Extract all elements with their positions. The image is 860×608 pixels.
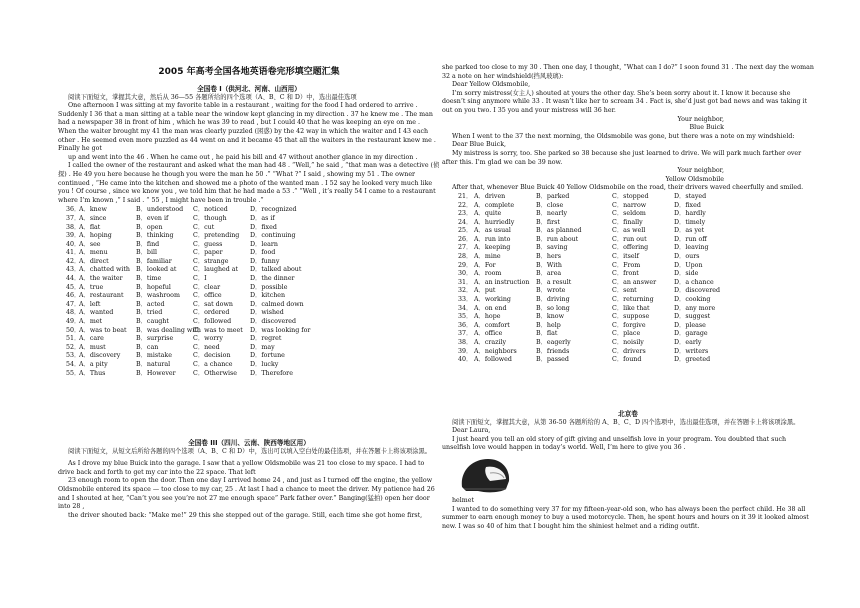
option-choice: D．calmed down bbox=[250, 300, 304, 308]
option-choice: B．a result bbox=[536, 278, 572, 286]
option-choice: B．driving bbox=[536, 296, 570, 304]
option-choice: C．stopped bbox=[612, 192, 649, 200]
passage-paragraph: After that, whenever Blue Buick 40 Yellow Oldsmobile on the road, their drivers waved cheerfully and smiled. bbox=[452, 184, 804, 192]
question-number: 53． bbox=[66, 352, 81, 360]
option-choice: A．quite bbox=[474, 210, 502, 218]
option-choice: A．comfort bbox=[474, 321, 510, 329]
option-choice: D．hardly bbox=[674, 210, 706, 218]
option-choice: D．Therefore bbox=[250, 369, 293, 377]
option-choice: B．first bbox=[536, 218, 560, 226]
option-row bbox=[66, 284, 440, 293]
question-number: 37． bbox=[458, 330, 473, 338]
option-choice: C．sat down bbox=[193, 300, 233, 308]
option-choice: B．hers bbox=[536, 253, 561, 261]
question-number: 34． bbox=[458, 304, 473, 312]
option-choice: B．saving bbox=[536, 244, 568, 252]
option-choice: C．seldom bbox=[612, 210, 646, 218]
option-choice: A．complete bbox=[474, 201, 515, 209]
option-choice: A．flat bbox=[79, 223, 101, 231]
option-choice: A．menu bbox=[79, 249, 108, 257]
note-body: I’m sorry mistress(女主人) shouted at yours the other day. She’s been sorry about it. I know it because she doesn’t sing anymore while 33 . It wasn’t like her to scream 34 . Fact is, she’d just got bad news and was taking it out on you two. I 35 you and your mistress will 36 her. bbox=[442, 89, 808, 114]
option-choice: B．close bbox=[536, 201, 564, 209]
question-number: 27． bbox=[458, 244, 473, 252]
option-choice: D．as yet bbox=[674, 227, 705, 235]
question-number: 52． bbox=[66, 343, 81, 351]
question-number: 49． bbox=[66, 318, 81, 326]
question-number: 39． bbox=[66, 232, 81, 240]
question-number: 35． bbox=[458, 313, 473, 321]
question-number: 37． bbox=[66, 214, 81, 222]
option-choice: A．wanted bbox=[79, 309, 114, 317]
option-choice: C．need bbox=[193, 343, 220, 351]
option-choice: D．the dinner bbox=[250, 275, 295, 283]
option-row bbox=[66, 352, 440, 361]
option-choice: A．hoping bbox=[79, 232, 112, 240]
option-choice: C．noticed bbox=[193, 206, 228, 214]
option-choice: D．kitchen bbox=[250, 292, 286, 300]
question-number: 25． bbox=[458, 227, 473, 235]
option-row bbox=[66, 206, 440, 215]
letter-greeting: Dear Laura, bbox=[452, 427, 491, 435]
option-choice: D．regret bbox=[250, 335, 282, 343]
option-choice: D．any more bbox=[674, 304, 716, 312]
option-row bbox=[66, 224, 440, 233]
option-choice: B．thinking bbox=[136, 232, 174, 240]
passage-paragraph: I just heard you tell an old story of gift giving and unselfish love in your program. You doubted that such unselfish love would happen in today’s world. Well, I’m here to give you 36 . bbox=[442, 435, 787, 452]
option-choice: A．hope bbox=[474, 313, 501, 321]
option-choice: A．was to beat bbox=[79, 326, 127, 334]
option-row bbox=[458, 348, 814, 357]
section-instructions: 阅读下面短文，掌握其大意，然后从 36—55 各题所给的四个选项（A、B、C 和 D）中，选出最佳选项 bbox=[68, 93, 357, 101]
section-heading: 北京卷 bbox=[618, 410, 638, 418]
image-caption: helmet bbox=[452, 496, 475, 504]
option-choice: C．ordered bbox=[193, 309, 230, 317]
option-choice: D．wished bbox=[250, 309, 284, 317]
option-choice: A．put bbox=[474, 287, 496, 295]
option-choice: C．laughed at bbox=[193, 266, 239, 274]
option-choice: B．passed bbox=[536, 356, 569, 364]
option-choice: C．Otherwise bbox=[193, 369, 237, 377]
section-beijing bbox=[442, 410, 814, 531]
option-choice: B．area bbox=[536, 270, 562, 278]
option-row bbox=[458, 193, 814, 202]
option-choice: C．paper bbox=[193, 249, 223, 257]
option-choice: D．recognized bbox=[250, 206, 297, 214]
option-row bbox=[66, 301, 440, 310]
question-number: 40． bbox=[66, 240, 81, 248]
option-choice: A．care bbox=[79, 335, 104, 343]
option-choice: C．was to meet bbox=[193, 326, 243, 334]
section-national-1 bbox=[58, 85, 440, 378]
question-number: 31． bbox=[458, 278, 473, 286]
question-number: 45． bbox=[66, 283, 81, 291]
option-row bbox=[458, 236, 814, 245]
option-choice: A．restaurant bbox=[79, 292, 124, 300]
option-choice: D．continuing bbox=[250, 232, 296, 240]
option-choice: A．must bbox=[79, 343, 106, 351]
option-choice: A．see bbox=[79, 240, 101, 248]
question-number: 36． bbox=[458, 321, 473, 329]
helmet-icon bbox=[456, 453, 512, 497]
option-choice: C．decision bbox=[193, 352, 231, 360]
option-row bbox=[458, 227, 814, 236]
option-row bbox=[66, 327, 440, 336]
option-row bbox=[458, 356, 814, 365]
question-number: 54． bbox=[66, 361, 81, 368]
option-choice: D．talked about bbox=[250, 266, 302, 274]
option-choice: C．strange bbox=[193, 257, 229, 265]
option-choice: B．mistake bbox=[136, 352, 172, 360]
passage-paragraph: One afternoon I was sitting at my favorite table in a restaurant , waiting for the food I had ordered to arrive . Suddenly I 36 that a man sitting at a table near the window kept glancing in my direction . 37 he knew me . The man had a newspaper 38 in front of him , which he was 39 to read , but I could 40 that he was keeping an eye on me . When the waiter brought my 41 the man was clearly puzzled (困惑) by the 42 way in which the waiter and I 43 each other . He seemed even more puzzled as 44 went on and it became 45 that all the waiters in the restaurant knew me . Finally he got bbox=[58, 102, 436, 153]
option-choice: A．as usual bbox=[474, 227, 511, 235]
option-choice: D．fixed bbox=[674, 201, 701, 209]
option-choice: A．driven bbox=[474, 192, 506, 200]
option-row bbox=[458, 287, 814, 296]
option-choice: B．caught bbox=[136, 318, 169, 326]
option-choice: C．sent bbox=[612, 287, 637, 295]
option-choice: D．side bbox=[674, 270, 699, 278]
option-choice: A．office bbox=[474, 330, 503, 338]
option-choice: B．understood bbox=[136, 206, 184, 214]
passage-paragraph: up and went into the 46 . When he came out , he paid his bill and 47 without another glance in my direction . bbox=[68, 153, 418, 161]
option-row bbox=[458, 244, 814, 253]
option-choice: C．offering bbox=[612, 244, 649, 252]
option-choice: C．finally bbox=[612, 218, 643, 226]
option-choice: C．itself bbox=[612, 253, 639, 261]
question-number: 50． bbox=[66, 326, 81, 334]
option-choice: C．clear bbox=[193, 283, 221, 291]
passage-paragraph: When I went to the 37 the next morning, the Oldsmobile was gone, but there was a note on my windshield: bbox=[452, 132, 795, 140]
question-number: 30． bbox=[458, 270, 473, 278]
page-title: 2005 年高考全国各地英语卷完形填空题汇集 bbox=[158, 67, 340, 77]
option-row bbox=[458, 262, 814, 271]
option-choice: D．suggest bbox=[674, 313, 711, 321]
option-choice: B．parked bbox=[536, 192, 570, 200]
options-list bbox=[58, 206, 440, 378]
question-number: 29． bbox=[458, 261, 473, 269]
option-choice: D．discovered bbox=[674, 287, 720, 295]
option-row bbox=[458, 322, 814, 331]
option-choice: B．help bbox=[536, 321, 561, 329]
option-choice: D．stayed bbox=[674, 192, 707, 200]
question-number: 43． bbox=[66, 266, 81, 274]
option-choice: B．hopeful bbox=[136, 283, 171, 291]
option-choice: A．since bbox=[79, 214, 107, 222]
option-choice: B．flat bbox=[536, 330, 558, 338]
option-choice: C．narrow bbox=[612, 201, 647, 209]
option-choice: D．please bbox=[674, 321, 706, 329]
option-choice: A．an instruction bbox=[474, 278, 530, 286]
option-choice: B．acted bbox=[136, 300, 165, 308]
section-national-3 bbox=[58, 439, 440, 520]
section-national-3-continued bbox=[442, 64, 814, 365]
option-choice: B．washroom bbox=[136, 292, 180, 300]
option-choice: A．Thus bbox=[79, 369, 106, 377]
option-choice: C．guess bbox=[193, 240, 223, 248]
section-instructions: 阅读下面短文，掌握其大意，从第 36-50 各题所给的 A、B、C、D 四个选项中，选出最佳选项，并在答题卡上将该项涂黑。 bbox=[452, 418, 800, 426]
option-choice: A．For bbox=[474, 261, 496, 269]
option-choice: A．met bbox=[79, 318, 103, 326]
option-choice: B．open bbox=[136, 223, 163, 231]
option-choice: B．tried bbox=[136, 309, 163, 317]
option-choice: D．writers bbox=[674, 347, 709, 355]
option-choice: A．the waiter bbox=[79, 275, 123, 283]
option-row bbox=[458, 330, 814, 339]
option-choice: A．left bbox=[79, 300, 101, 308]
option-choice: C．office bbox=[193, 292, 222, 300]
option-choice: B．friends bbox=[536, 347, 570, 355]
option-choice: B．natural bbox=[136, 361, 171, 368]
option-row bbox=[66, 249, 440, 258]
option-choice: C．returning bbox=[612, 296, 654, 304]
option-choice: B．familiar bbox=[136, 257, 172, 265]
option-choice: D．leaving bbox=[674, 244, 709, 252]
option-choice: B．eagerly bbox=[536, 339, 571, 346]
option-choice: B．even if bbox=[136, 214, 169, 222]
question-number: 24． bbox=[458, 218, 473, 226]
note-signature-line: Your neighbor, bbox=[677, 167, 724, 175]
option-choice: D．Upon bbox=[674, 261, 703, 269]
option-choice: A．neighbors bbox=[474, 347, 517, 355]
option-choice: A．mine bbox=[474, 253, 501, 261]
note-signature-line: Your neighbor, bbox=[677, 115, 724, 123]
option-choice: B．bill bbox=[136, 249, 157, 257]
option-choice: A．direct bbox=[79, 257, 109, 265]
question-number: 38． bbox=[458, 339, 473, 346]
option-choice: A．followed bbox=[474, 356, 512, 364]
helmet-image bbox=[456, 453, 512, 497]
option-row bbox=[66, 241, 440, 250]
question-number: 23． bbox=[458, 210, 473, 218]
question-number: 44． bbox=[66, 275, 81, 283]
option-choice: B．find bbox=[136, 240, 160, 248]
option-choice: B．can bbox=[136, 343, 159, 351]
option-choice: A．discovery bbox=[79, 352, 121, 360]
option-row bbox=[458, 313, 814, 322]
option-choice: D．food bbox=[250, 249, 276, 257]
question-number: 32． bbox=[458, 287, 473, 295]
option-row bbox=[66, 232, 440, 241]
option-choice: D．garage bbox=[674, 330, 708, 338]
option-row bbox=[66, 361, 440, 370]
option-choice: A．crazily bbox=[474, 339, 507, 346]
question-number: 46． bbox=[66, 292, 81, 300]
options-list bbox=[442, 193, 814, 365]
question-number: 28． bbox=[458, 253, 473, 261]
option-choice: B．surprise bbox=[136, 335, 174, 343]
question-number: 48． bbox=[66, 309, 81, 317]
passage-paragraph: she parked too close to my 30 . Then one day, I thought, “What can I do?” I soon found 31 . The next day the woman 32 a note on her windshield(挡风玻璃): bbox=[442, 64, 814, 80]
passage-paragraph: 23 enough room to open the door. Then one day I arrived home 24 , and just as I turned off the engine, the yellow Oldsmobile entered its space — too close to my car, 25 . At last I had a chance to meet the driver. My patience had 26 and I shouted at her, “Can’t you see you’re not 27 me enough space” Park father over.” Banging(猛拍) open her door into 28 , bbox=[58, 477, 435, 511]
option-choice: D．a chance bbox=[674, 278, 714, 286]
question-number: 41． bbox=[66, 249, 81, 257]
section-heading: 全国卷 I（供河北、河南、山西用） bbox=[197, 85, 301, 93]
section-heading: 全国卷 III（四川、云南、陕西等地区用） bbox=[188, 439, 310, 447]
option-choice: A．room bbox=[474, 270, 502, 278]
option-choice: A．a pity bbox=[79, 361, 108, 368]
question-number: 40． bbox=[458, 356, 473, 364]
option-row bbox=[66, 258, 440, 267]
note-greeting: Dear Yellow Oldsmobile, bbox=[452, 81, 531, 89]
option-row bbox=[66, 215, 440, 224]
question-number: 55． bbox=[66, 369, 81, 377]
question-number: 33． bbox=[458, 296, 473, 304]
option-choice: A．working bbox=[474, 296, 511, 304]
question-number: 47． bbox=[66, 300, 81, 308]
option-row bbox=[458, 270, 814, 279]
option-choice: B．wrote bbox=[536, 287, 566, 295]
option-choice: B．However bbox=[136, 369, 176, 377]
option-choice: C．front bbox=[612, 270, 639, 278]
option-choice: A．true bbox=[79, 283, 104, 291]
passage-paragraph: I called the owner of the restaurant and asked what the man had 48 . “Well,” he said , “that man was a detective (侦探) . He 49 you here because he though you were the man he 50 .” “What ?” I said , showing my 51 . The owner continued , “He came into the kitchen and showed me a photo of the wanted man . I 52 say he looked very much like you ! Of course , since we know you , we told him that he had made a 53 .” “Well , it’s really 54 I came to a restaurant where I’m known ,” I said . “ 55 , I might have been in trouble .” bbox=[58, 162, 440, 204]
option-choice: C．drivers bbox=[612, 347, 646, 355]
note-greeting: Dear Blue Buick, bbox=[452, 141, 507, 149]
option-choice: D．greeted bbox=[674, 356, 711, 364]
option-choice: C．pretending bbox=[193, 232, 240, 240]
option-choice: A．keeping bbox=[474, 244, 511, 252]
option-choice: B．With bbox=[536, 261, 562, 269]
option-choice: C．an answer bbox=[612, 278, 657, 286]
question-number: 42． bbox=[66, 257, 81, 265]
option-choice: C．followed bbox=[193, 318, 232, 326]
option-choice: C．From bbox=[612, 261, 641, 269]
passage-paragraph: the driver shouted back: “Make me!” 29 this she stepped out of the garage. Still, each time she got home first, bbox=[68, 511, 423, 519]
passage-paragraph: As I drove my blue Buick into the garage. I saw that a yellow Oldsmobile was 21 too close to my space. I had to drive back and forth to get my car into the 22 space. That left bbox=[58, 460, 425, 476]
note-body: My mistress is sorry, too. She parked so 38 because she just learned to drive. We will park much farther over after this. I’m glad we can be 39 now. bbox=[442, 149, 802, 166]
option-choice: D．funny bbox=[250, 257, 280, 265]
question-number: 26． bbox=[458, 235, 473, 243]
option-row bbox=[66, 370, 440, 379]
option-choice: C．I bbox=[193, 275, 207, 283]
section-instructions: 阅读下面短文，从短文后所给各题的四个选项（A、B、C 和 D）中，选出可以填入空白处的最佳选项，并在答题卡上将该项涂黑。 bbox=[68, 447, 432, 455]
option-choice: C．worry bbox=[193, 335, 223, 343]
option-choice: C．forgive bbox=[612, 321, 646, 329]
option-choice: D．run off bbox=[674, 235, 707, 243]
option-choice: A．knew bbox=[79, 206, 107, 214]
option-choice: C．though bbox=[193, 214, 227, 222]
option-row bbox=[66, 344, 440, 353]
question-number: 38． bbox=[66, 223, 81, 231]
option-choice: B．looked at bbox=[136, 266, 177, 274]
option-row bbox=[66, 335, 440, 344]
option-choice: C．place bbox=[612, 330, 641, 338]
question-number: 21． bbox=[458, 192, 473, 200]
question-number: 36． bbox=[66, 206, 81, 214]
option-row bbox=[66, 266, 440, 275]
question-number: 39． bbox=[458, 347, 473, 355]
note-signature-name: Yellow Oldsmobile bbox=[665, 175, 724, 183]
option-choice: D．lucky bbox=[250, 361, 279, 368]
option-choice: B．so long bbox=[536, 304, 570, 312]
option-choice: C．like that bbox=[612, 304, 650, 312]
option-row bbox=[458, 202, 814, 211]
option-choice: B．was dealing with bbox=[136, 326, 201, 334]
option-choice: C．as well bbox=[612, 227, 646, 235]
option-row bbox=[458, 305, 814, 314]
option-row bbox=[458, 253, 814, 262]
option-choice: D．timely bbox=[674, 218, 706, 226]
note-signature-name: Blue Buick bbox=[689, 124, 724, 132]
option-row bbox=[458, 210, 814, 219]
option-row bbox=[66, 292, 440, 301]
option-choice: D．was looking for bbox=[250, 326, 311, 334]
option-row bbox=[458, 219, 814, 228]
passage-paragraph: I wanted to do something very 37 for my fifteen-year-old son, who has always been the perfect child. He 38 all summer to earn enough money to buy a used motorcycle. Then, he spent hours and hours on it 39 it looked almost new. I was so 40 of him that I bought him the shiniest helmet and a riding outfit. bbox=[442, 505, 809, 530]
option-choice: C．found bbox=[612, 356, 642, 364]
option-choice: C．cut bbox=[193, 223, 215, 231]
option-row bbox=[66, 275, 440, 284]
option-choice: D．possible bbox=[250, 283, 288, 291]
option-choice: D．ours bbox=[674, 253, 700, 261]
option-choice: A．hurriedly bbox=[474, 218, 515, 226]
option-choice: C．a chance bbox=[193, 361, 233, 368]
option-choice: B．as planned bbox=[536, 227, 582, 235]
option-choice: A．on end bbox=[474, 304, 507, 312]
option-choice: C．noisily bbox=[612, 339, 644, 346]
option-choice: A．run into bbox=[474, 235, 511, 243]
option-row bbox=[66, 309, 440, 318]
option-choice: D．fortune bbox=[250, 352, 285, 360]
option-row bbox=[66, 318, 440, 327]
option-choice: D．fixed bbox=[250, 223, 277, 231]
option-choice: B．know bbox=[536, 313, 564, 321]
option-choice: B．time bbox=[136, 275, 162, 283]
option-choice: A．chatted with bbox=[79, 266, 130, 274]
option-choice: D．cooking bbox=[674, 296, 711, 304]
option-row bbox=[458, 279, 814, 288]
option-row bbox=[458, 296, 814, 305]
option-choice: B．run about bbox=[536, 235, 579, 243]
option-choice: D．early bbox=[674, 339, 702, 346]
option-choice: D．discovered bbox=[250, 318, 296, 326]
option-row bbox=[458, 339, 814, 348]
option-choice: D．as if bbox=[250, 214, 275, 222]
option-choice: D．learn bbox=[250, 240, 278, 248]
option-choice: C．suppose bbox=[612, 313, 650, 321]
option-choice: C．run out bbox=[612, 235, 647, 243]
option-choice: B．nearly bbox=[536, 210, 568, 218]
question-number: 51． bbox=[66, 335, 81, 343]
question-number: 22． bbox=[458, 201, 473, 209]
option-choice: D．may bbox=[250, 343, 275, 351]
